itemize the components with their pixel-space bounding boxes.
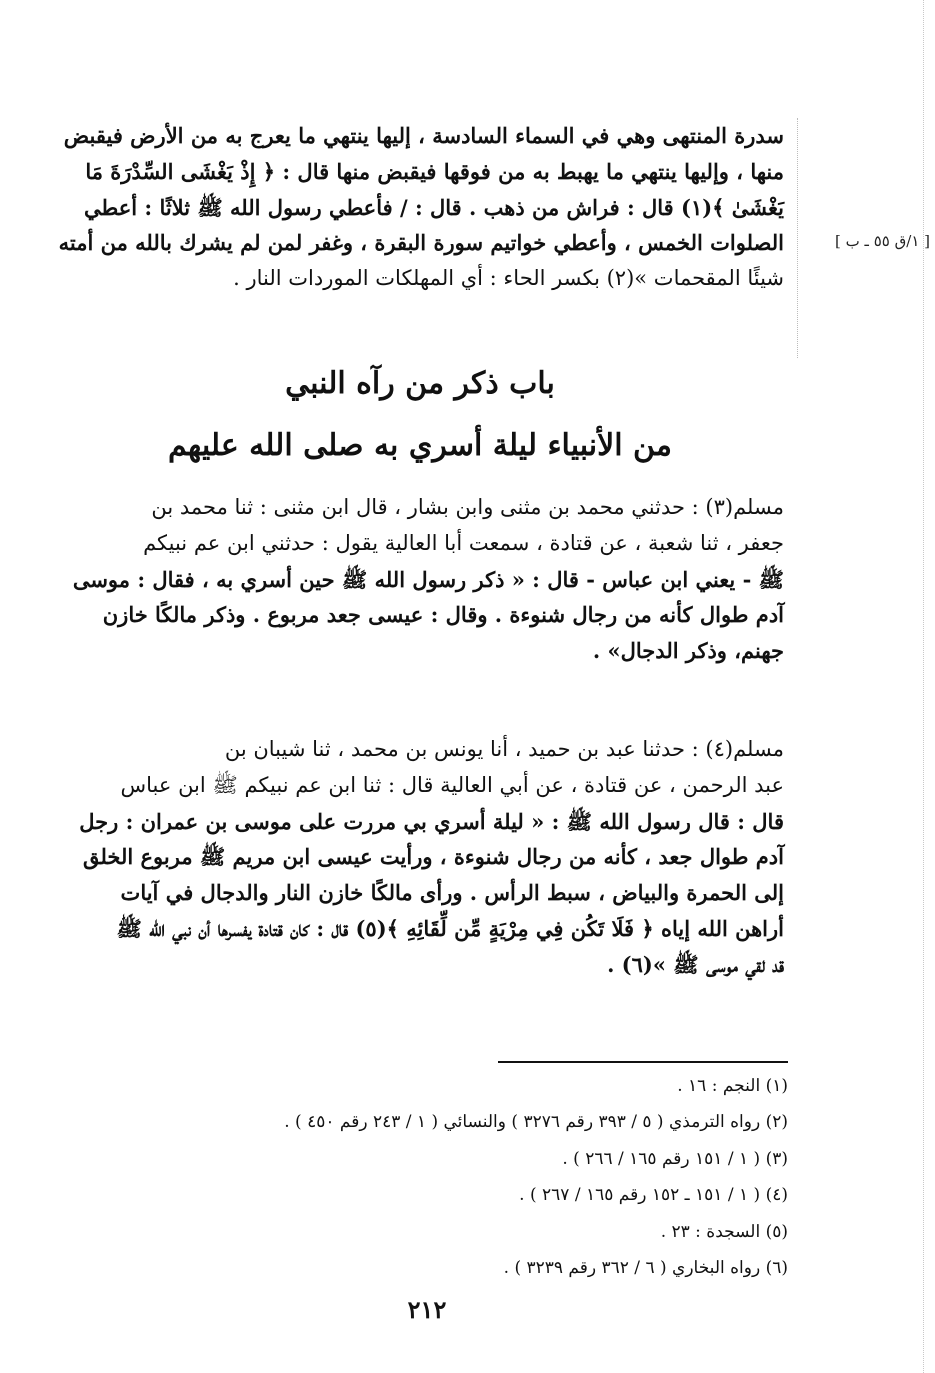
hadith-paragraph-2 [48, 732, 784, 983]
margin-divider [797, 118, 798, 358]
text-line: ﷺ - يعني ابن عباس - قال : « ذكر رسول الله ﷺ حين أسري به ، فقال : موسى [72, 566, 784, 592]
opening-paragraph [48, 118, 784, 297]
text-line: آدم طوال جعد ، كأنه من رجال شنوءة ، ورأيت عيسى ابن مريم ﷺ مربوع الخلق [82, 844, 784, 870]
text-line: يَغْشَىٰ ﴾(١) قال : فراش من ذهب . قال : / فأعطي رسول الله ﷺ ثلاثًا : أعطي [83, 194, 784, 220]
manuscript-folio-note: [ ١/ق ٥٥ ـ ب ] [835, 232, 930, 250]
text-line: عبد الرحمن ، عن قتادة ، عن أبي العالية قال : ثنا ابن عم نبيكم ﷺ ابن عباس [120, 772, 784, 797]
text-line: سدرة المنتهى وهي في السماء السادسة ، إليها ينتهي ما يعرج به من الأرض فيقبض [63, 123, 784, 148]
footnote-item: (٣) ( ١ / ١٥١ رقم ١٦٥ / ٢٦٦ ) . [562, 1148, 788, 1169]
chapter-heading-line-2: من الأنبياء ليلة أسري به صلى الله عليهم [168, 428, 672, 463]
text-line: جعفر ، ثنا شعبة ، عن قتادة ، سمعت أبا العالية يقول : حدثني ابن عم نبيكم [143, 530, 784, 555]
text-line: أراهن الله إياه ﴿ فَلَا تَكُن فِي مِرْيَةٍ مِّن لِّقَائِهِ ﴾(٥) قال : كان قتادة يفسرها أن نبي الله ﷺ [116, 915, 784, 941]
footnote-separator [498, 1061, 788, 1063]
footnote-item: (١) النجم : ١٦ . [677, 1076, 788, 1096]
text-line: شيئًا المقحمات »(٢) بكسر الحاء : أي المهلكات الموردات النار . [233, 266, 784, 291]
text-line: جهنم، وذكر الدجال» . [592, 638, 784, 664]
footnote-item: (٢) رواه الترمذي ( ٥ / ٣٩٣ رقم ٣٢٧٦ ) والنسائي ( ١ / ٢٤٣ رقم ٤٥٠ ) . [284, 1112, 788, 1133]
footnotes [130, 1068, 788, 1286]
chapter-heading-line-1: باب ذكر من رآه النبي [285, 366, 555, 401]
scan-edge-line [923, 0, 924, 1373]
text-line: منها ، وإليها ينتهي ما يهبط به من فوقها فيقبض منها قال : ﴿ إِذْ يَغْشَى السِّدْرَةَ مَا [85, 158, 784, 184]
footnote-item: (٤) ( ١ / ١٥١ ـ ١٥٢ رقم ١٦٥ / ٢٦٧ ) . [519, 1185, 788, 1206]
text-line: آدم طوال كأنه من رجال شنوءة . وقال : عيسى جعد مربوع . وذكر مالكًا خازن [102, 602, 784, 628]
text-line: الصلوات الخمس ، وأعطي خواتيم سورة البقرة ، وغفر لمن لم يشرك بالله من أمته [58, 230, 784, 256]
page-number: ٢١٢ [407, 1295, 447, 1324]
footnote-item: (٦) رواه البخاري ( ٦ / ٣٦٢ رقم ٣٢٣٩ ) . [503, 1258, 788, 1279]
text-line: قال : قال رسول الله ﷺ : « ليلة أسري بي مررت على موسى بن عمران : رجل [79, 808, 784, 834]
text-line: مسلم(٤) : حدثنا عبد بن حميد ، أنا يونس بن محمد ، ثنا شيبان بن [224, 737, 784, 761]
footnote-item: (٥) السجدة : ٢٣ . [660, 1221, 788, 1242]
text-line: قد لقي موسى ﷺ »(٦) . [607, 951, 784, 977]
hadith-paragraph-1 [48, 490, 784, 669]
text-line: إلى الحمرة والبياض ، سبط الرأس . ورأى مالكًا خازن النار والدجال في آيات [120, 880, 784, 906]
text-line: مسلم(٣) : حدثني محمد بن مثنى وابن بشار ، قال ابن مثنى : ثنا محمد بن [151, 495, 784, 519]
